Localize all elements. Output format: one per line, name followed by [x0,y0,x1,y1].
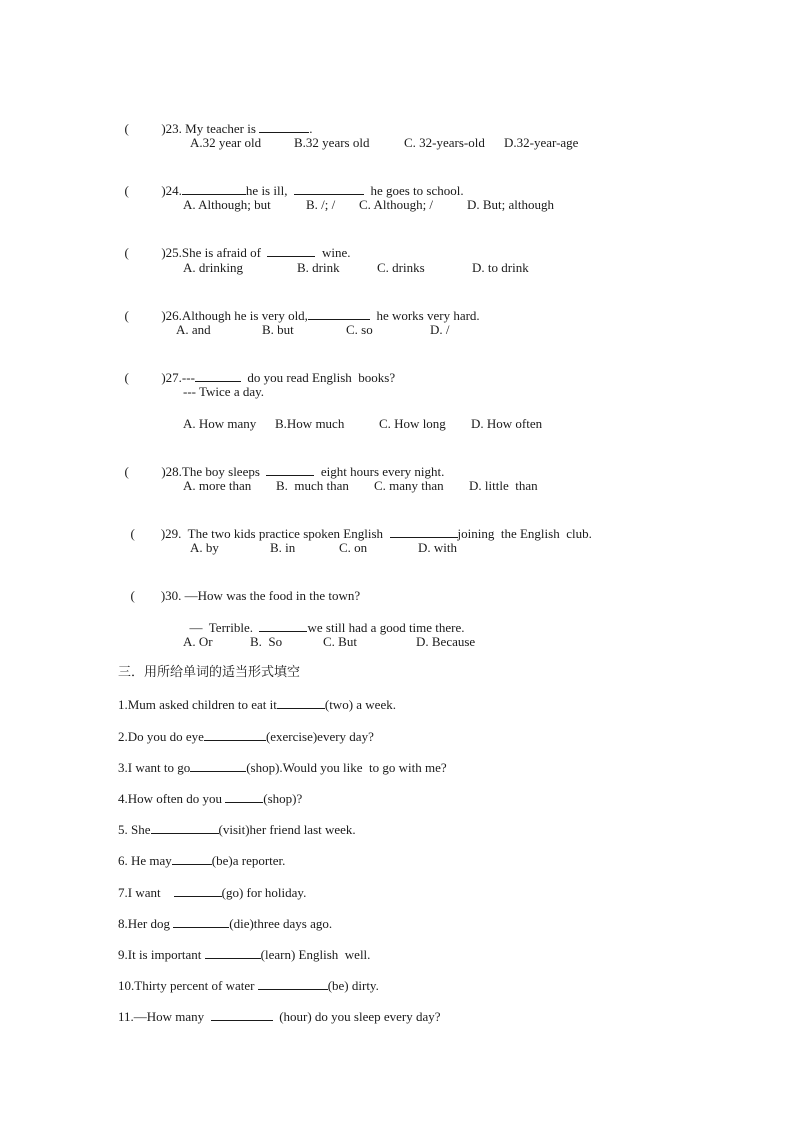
option-c: C. drinks [377,260,425,275]
option-b: B.32 years old [294,135,370,150]
option-d: D. Because [416,634,476,649]
blank [151,821,219,834]
option-a: A. Although; but [183,197,271,212]
option-a: A. more than [183,478,252,493]
option-a: A. by [190,540,219,555]
question-27: ( )27.--- do you read English books? [124,370,396,385]
option-d: D.32-year-age [504,135,579,150]
option-a: A. drinking [183,260,243,275]
option-c: C. many than [374,478,444,493]
question-30 [124,572,360,604]
option-d: D. with [418,540,457,555]
option-b: B. but [262,322,294,337]
option-a: A. and [176,322,211,337]
blank [211,1008,273,1021]
blank [259,120,309,133]
answer-bracket: ( ) [124,308,166,323]
answer-bracket: ( ) [130,588,166,603]
fill-item-10: 10.Thirty percent of water (be) dirty. [118,978,379,993]
option-b: B. much than [276,478,349,493]
blank [267,244,315,257]
answer-bracket: ( ) [124,183,166,198]
fill-item-11: 11.—How many (hour) do you sleep every day? [118,1009,441,1024]
blank [259,619,307,632]
blank [225,790,263,803]
blank [182,182,246,195]
question-28: ( )28.The boy sleeps eight hours every night. [124,464,445,479]
fill-item-1: 1.Mum asked children to eat it (two) a week. [118,697,396,712]
fill-item-9: 9.It is important (learn) English well. [118,947,371,962]
option-b: B. So [250,634,283,649]
option-d: D. little than [469,478,538,493]
option-d: D. / [430,322,450,337]
option-c: C. How long [379,416,446,431]
option-b: B. drink [297,260,340,275]
blank [204,728,266,741]
option-a: A. How many [183,416,257,431]
blank [190,759,246,772]
blank [195,369,241,382]
blank [174,884,222,897]
question-29: ( )29. The two kids practice spoken English joining the English club. [130,526,592,541]
question-23: ( )23. My teacher is . [124,121,313,136]
answer-bracket: ( ) [124,370,166,385]
option-d: D. But; although [467,197,555,212]
fill-item-3: 3.I want to go (shop).Would you like to go with me? [118,760,447,775]
question-24: ( )24. he is ill, he goes to school. [124,183,464,198]
option-d: D. to drink [472,260,529,275]
fill-item-6: 6. He may (be)a reporter. [118,853,286,868]
fill-item-5: 5. She (visit)her friend last week. [118,822,356,837]
blank [390,525,458,538]
blank [172,852,212,865]
fill-item-2: 2.Do you do eye (exercise)every day? [118,729,374,744]
option-b: B. /; / [306,197,336,212]
blank [205,946,261,959]
question-stem: 24. [165,183,182,198]
dialogue-reply: — Terrible. we still had a good time there. [189,620,465,635]
option-c: C. on [339,540,368,555]
blank [294,182,364,195]
dialogue-reply: --- Twice a day. [183,384,265,399]
fill-item-8: 8.Her dog (die)three days ago. [118,916,333,931]
blank [308,307,370,320]
answer-bracket: ( ) [124,464,166,479]
option-c: C. Although; / [359,197,434,212]
answer-bracket: ( ) [130,526,166,541]
question-stem: 30. —How was the food in the town? [165,588,361,603]
question-stem: 27.--- [165,370,195,385]
fill-item-7: 7.I want (go) for holiday. [118,885,307,900]
blank [173,915,229,928]
question-stem: 23. My teacher is [165,121,260,136]
question-26: ( )26.Although he is very old, he works very hard. [124,308,480,323]
fill-item-4: 4.How often do you (shop)? [118,791,303,806]
blank [258,977,328,990]
question-stem: 25.She is afraid of [165,245,268,260]
option-b: B. in [270,540,296,555]
question-stem: 28.The boy sleeps [165,464,267,479]
option-c: C. But [323,634,357,649]
section-heading: 三．用所给单词的适当形式填空 [118,665,301,680]
question-25: ( )25.She is afraid of wine. [124,245,351,260]
answer-bracket: ( ) [124,245,166,260]
option-a: A.32 year old [190,135,262,150]
blank [277,696,325,709]
option-a: A. Or [183,634,213,649]
answer-bracket: ( ) [124,121,166,136]
option-d: D. How often [471,416,543,431]
question-stem: 29. The two kids practice spoken English [165,526,390,541]
option-b: B.How much [275,416,345,431]
question-stem: 26.Although he is very old, [165,308,308,323]
option-c: C. 32-years-old [404,135,485,150]
blank [266,463,314,476]
option-c: C. so [346,322,373,337]
